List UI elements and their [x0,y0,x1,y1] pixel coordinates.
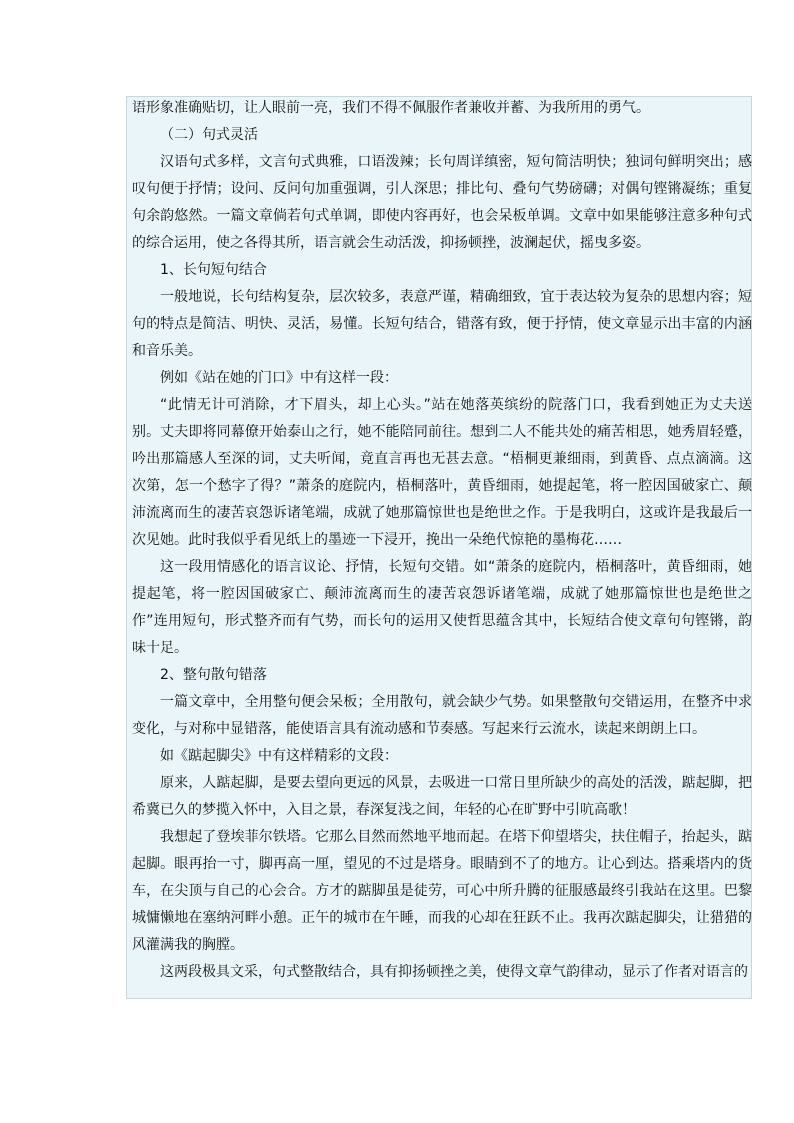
document-body [132,95,752,986]
quoted-passage: 原来，人踮起脚，是要去望向更远的风景，去吸进一口常日里所缺少的高处的活泼，踮起脚，把希冀已久的梦揽入怀中，入目之景，春深复浅之间，年轻的心在旷野中引吭高歌！ [132,775,752,818]
section-heading: （二）句式灵活 [160,127,258,143]
paragraph: 例如《站在她的门口》中有这样一段： [160,370,398,386]
paragraph: 这两段极具文采，句式整散结合，具有抑扬顿挫之美，使得文章气韵律动，显示了作者对语言的 [160,964,748,980]
subsection-heading: 1、长句短句结合 [160,262,267,278]
paragraph: 这一段用情感化的语言议论、抒情，长短句交错。如“萧条的庭院内，梧桐落叶，黄昏细雨，她提起笔，将一腔因国破家亡、颠沛流离而生的凄苦哀怨诉诸笔端，成就了她那篇惊世也是绝世之作”连用短句，形式整齐而有气势，而长句的运用又使哲思蕴含其中，长短结合使文章句句铿锵，韵味十足。 [132,559,752,656]
paragraph: 汉语句式多样，文言句式典雅，口语泼辣；长句周详缜密，短句简洁明快；独词句鲜明突出；感叹句便于抒情；设问、反问句加重强调，引人深思；排比句、叠句气势磅礴；对偶句铿锵凝练；重复句余韵悠然。一篇文章倘若句式单调，即使内容再好，也会呆板单调。文章中如果能够注意多种句式的综合运用，使之各得其所，语言就会生动活泼，抑扬顿挫，波澜起伏，摇曳多姿。 [132,154,752,251]
paragraph: 如《踮起脚尖》中有这样精彩的文段： [160,748,398,764]
subsection-heading: 2、整句散句错落 [160,667,267,683]
paragraph: 语形象准确贴切，让人眼前一亮，我们不得不佩服作者兼收并蓄、为我所用的勇气。 [132,100,650,116]
quoted-passage: 我想起了登埃菲尔铁塔。它那么目然而然地平地而起。在塔下仰望塔尖，扶住帽子，抬起头，踮起脚。眼再抬一寸，脚再高一厘，望见的不过是塔身。眼睛到不了的地方。让心到达。搭乘塔内的货车，在尖顶与自己的心会合。方才的踮脚虽是徒劳，可心中所升腾的征服感最终引我站在这里。巴黎城慵懒地在塞纳河畔小憩。正午的城市在午睡，而我的心却在狂跃不止。我再次踮起脚尖，让猎猎的风灌满我的胸膛。 [132,829,752,953]
paragraph: 一篇文章中，全用整句便会呆板；全用散句，就会缺少气势。如果整散句交错运用，在整齐中求变化，与对称中显错落，能使语言具有流动感和节奏感。写起来行云流水，读起来朗朗上口。 [132,694,752,737]
quoted-passage: “此情无计可消除，才下眉头，却上心头。”站在她落英缤纷的院落门口，我看到她正为丈夫送别。丈夫即将同幕僚开始泰山之行，她不能陪同前往。想到二人不能共处的痛苦相思，她秀眉轻蹙，吟出那篇感人至深的词，丈夫听闻，竟直言再也无甚去意。“梧桐更兼细雨，到黄昏、点点滴滴。这次第，怎一个愁字了得？”萧条的庭院内，梧桐落叶，黄昏细雨，她提起笔，将一腔因国破家亡、颠沛流离而生的凄苦哀怨诉诸笔端，成就了她那篇惊世也是绝世之作。于是我明白，这或许是我最后一次见她。此时我似乎看见纸上的墨迹一下浸开，挽出一朵绝代惊艳的墨梅花…… [132,397,752,548]
paragraph: 一般地说，长句结构复杂，层次较多，表意严谨，精确细致，宜于表达较为复杂的思想内容；短句的特点是简洁、明快、灵活，易懂。长短句结合，错落有致，便于抒情，使文章显示出丰富的内涵和音乐美。 [132,289,752,359]
